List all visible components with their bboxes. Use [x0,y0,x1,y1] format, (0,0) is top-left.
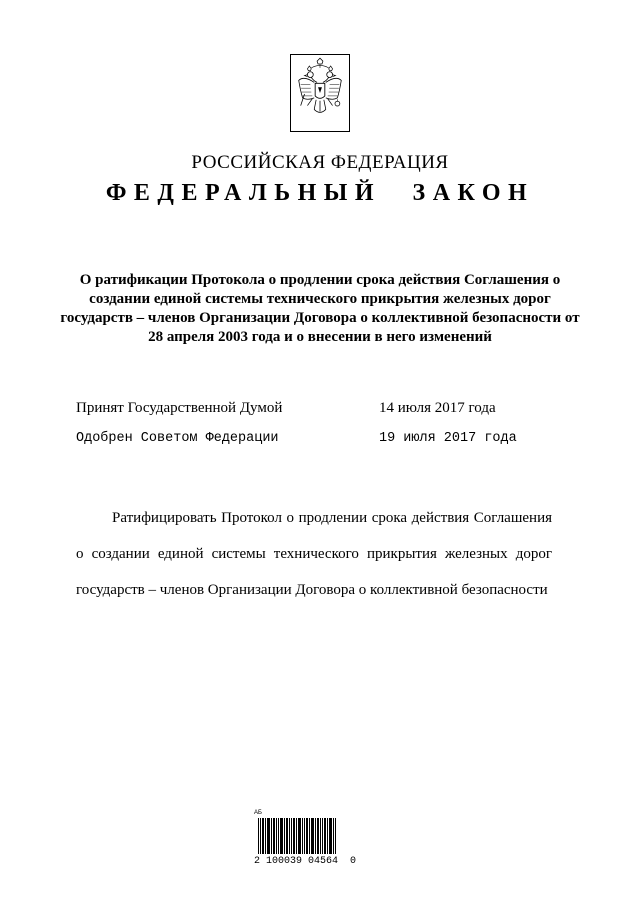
duma-adoption-date: 14 июля 2017 года [379,400,496,416]
country-name: РОССИЙСКАЯ ФЕДЕРАЦИЯ [191,152,449,173]
document-type: ФЕДЕРАЛЬНЫЙ ЗАКОН [105,180,535,206]
law-body-text: Ратифицировать Протокол о продлении срока действия Соглашения о создании единой системы технического прикрытия железных дорог государств – членов Организации Договора о коллективной безопасности [76,510,552,598]
state-emblem [290,54,350,132]
council-approval-date: 19 июля 2017 года [379,431,517,446]
barcode [254,810,357,868]
barcode-bars-icon [258,818,336,854]
duma-adoption-label: Принят Государственной Думой [76,400,283,416]
law-body [76,500,552,608]
law-title: О ратификации Протокола о продлении срока действия Соглашения о создании единой системы технического прикрытия железных дорог государств – членов Организации Договора о коллективной безопасности от 28 апреля 2003 года и о внесении в него изменений [60,272,580,345]
barcode-mark: АБ [254,810,262,816]
barcode-digits: 2 100039 04564 0 [254,856,357,867]
double-headed-eagle-icon [291,55,349,131]
council-approval-label: Одобрен Советом Федерации [76,431,279,446]
